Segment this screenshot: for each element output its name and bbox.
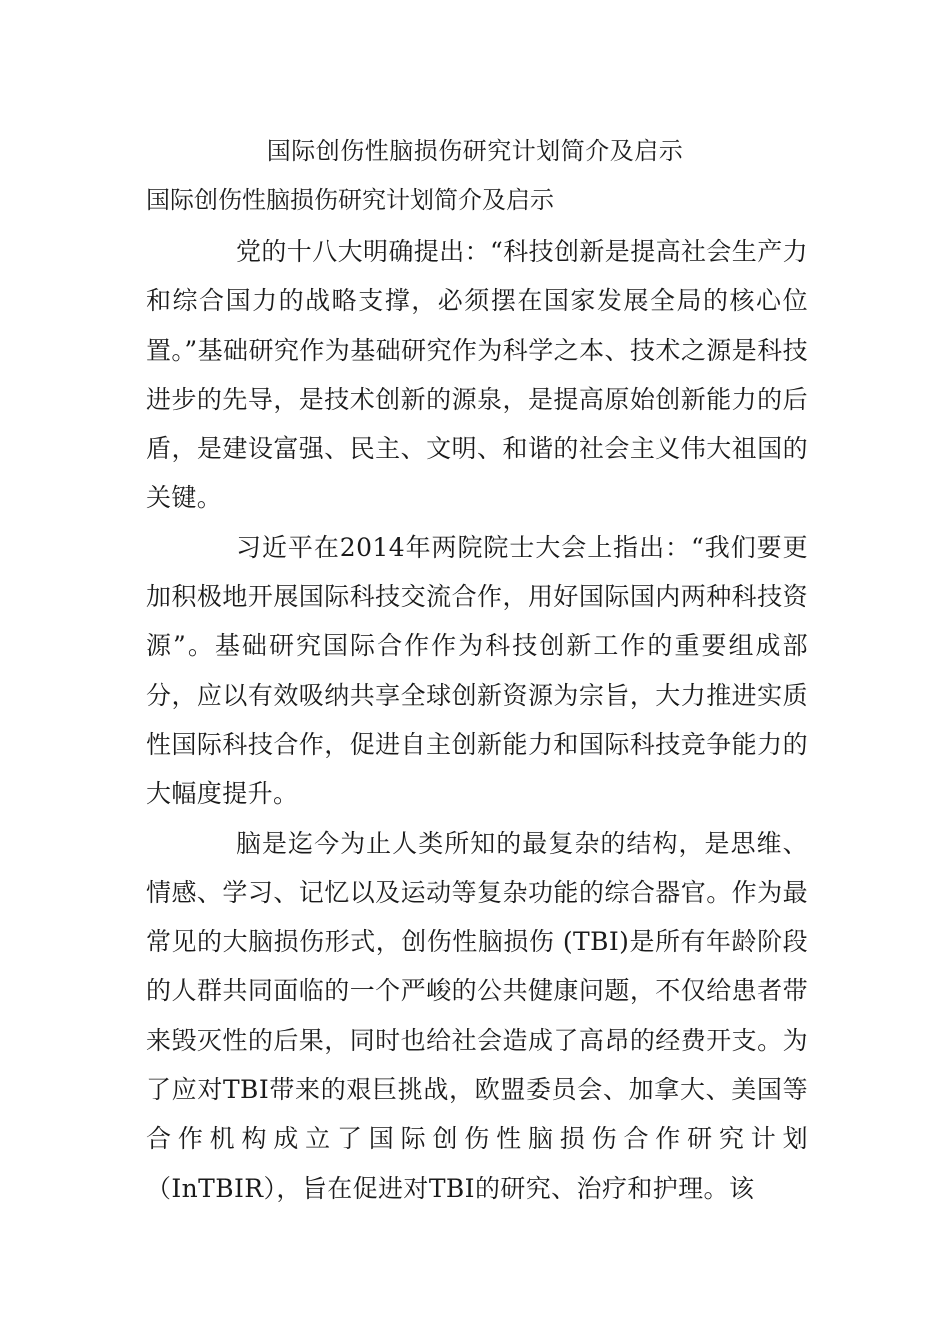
document-body: [146, 227, 808, 1213]
document-subtitle: 国际创伤性脑损伤研究计划简介及启示: [146, 186, 554, 214]
paragraph-science-innovation: 党的十八大明确提出：“科技创新是提高社会生产力和综合国力的战略支撑，必须摆在国家发展全局的核心位置。”基础研究作为基础研究作为科学之本、技术之源是科技进步的先导，是技术创新的源泉，是提高原始创新能力的后盾，是建设富强、民主、文明、和谐的社会主义伟大祖国的关键。: [146, 237, 808, 513]
paragraph-international-cooperation: 习近平在2014年两院院士大会上指出：“我们要更加积极地开展国际科技交流合作，用好国际国内两种科技资源”。基础研究国际合作作为科技创新工作的重要组成部分，应以有效吸纳共享全球创新资源为宗旨，大力推进实质性国际科技合作，促进自主创新能力和国际科技竞争能力的大幅度提升。: [146, 532, 808, 809]
paragraph-brain-injury: 脑是迄今为止人类所知的最复杂的结构，是思维、情感、学习、记忆以及运动等复杂功能的综合器官。作为最常见的大脑损伤形式，创伤性脑损伤 (TBI)是所有年龄阶段的人群共同面临的一个严峻的公共健康问题，不仅给患者带来毁灭性的后果，同时也给社会造成了高昂的经费开支。为了应对TBI带来的艰巨挑战，欧盟委员会、加拿大、美国等合作机构成立了国际创伤性脑损伤合作研究计划（InTBIR），旨在促进对TBI的研究、治疗和护理。该: [146, 828, 808, 1203]
document-title: 国际创伤性脑损伤研究计划简介及启示: [266, 137, 684, 165]
